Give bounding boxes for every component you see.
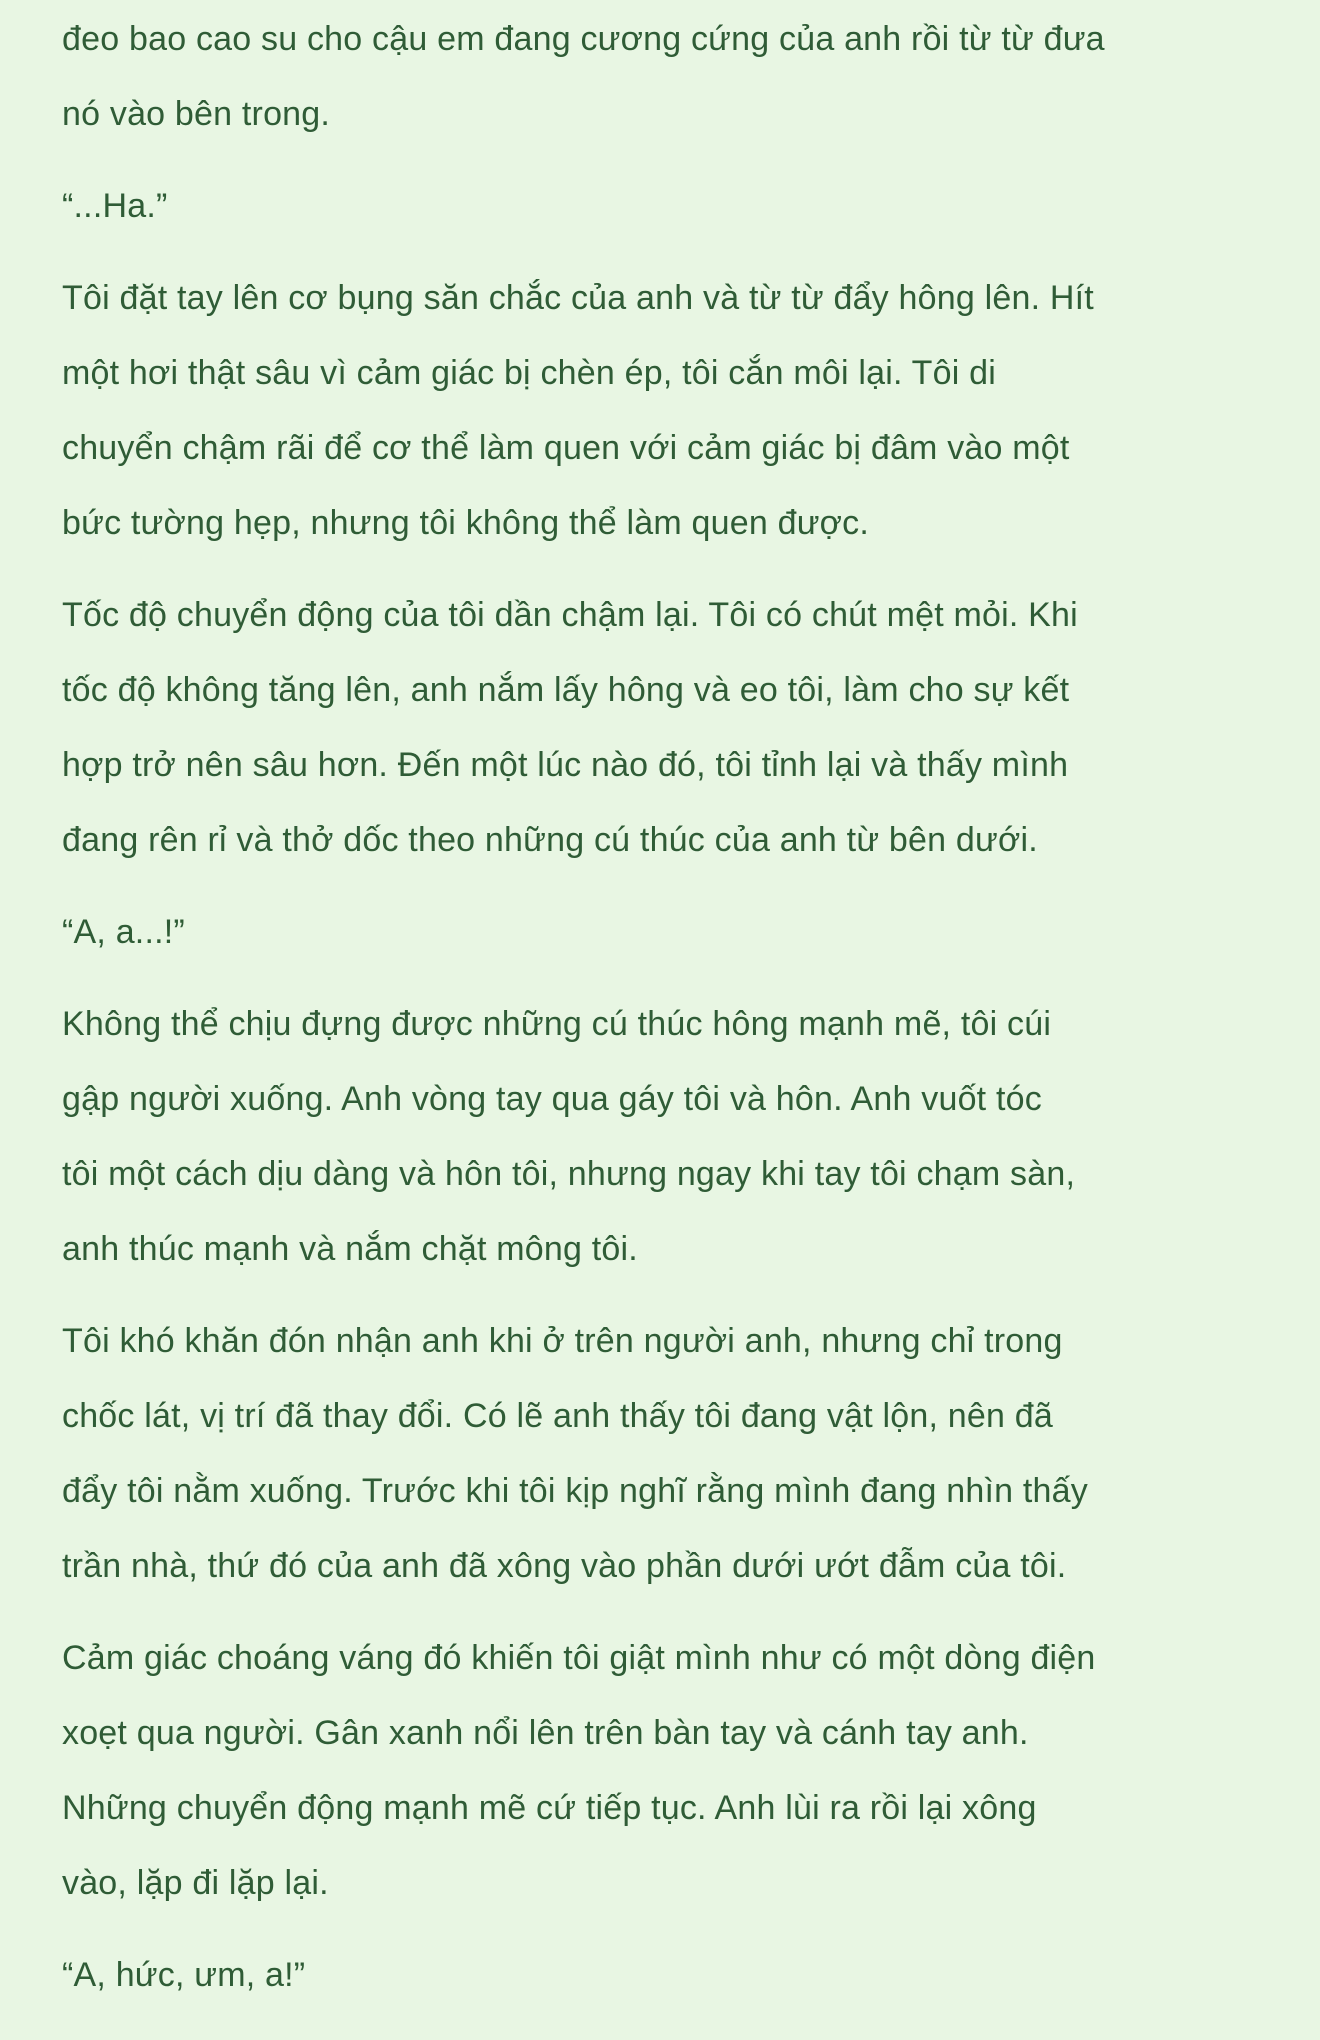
paragraph bbox=[62, 895, 1272, 970]
paragraph bbox=[62, 987, 1272, 1287]
text-line: trần nhà, thứ đó của anh đã xông vào phần dưới ướt đẫm của tôi. bbox=[62, 1547, 1067, 1585]
text-line: Tôi khó khăn đón nhận anh khi ở trên người anh, nhưng chỉ trong bbox=[62, 1322, 1063, 1360]
text-line: hợp trở nên sâu hơn. Đến một lúc nào đó, tôi tỉnh lại và thấy mình bbox=[62, 746, 1069, 784]
text-line: Tốc độ chuyển động của tôi dần chậm lại. Tôi có chút mệt mỏi. Khi bbox=[62, 596, 1078, 634]
text-line: Những chuyển động mạnh mẽ cứ tiếp tục. Anh lùi ra rồi lại xông bbox=[62, 1789, 1037, 1827]
text-line: đẩy tôi nằm xuống. Trước khi tôi kịp nghĩ rằng mình đang nhìn thấy bbox=[62, 1472, 1088, 1510]
paragraph bbox=[62, 1938, 1272, 2013]
text-line: Cảm giác choáng váng đó khiến tôi giật mình như có một dòng điện bbox=[62, 1639, 1096, 1677]
page-text bbox=[62, 2, 1272, 2013]
text-line: đang rên rỉ và thở dốc theo những cú thúc của anh từ bên dưới. bbox=[62, 821, 1038, 859]
text-line: nó vào bên trong. bbox=[62, 95, 331, 133]
text-line: bức tường hẹp, nhưng tôi không thể làm quen được. bbox=[62, 504, 870, 542]
text-line: chuyển chậm rãi để cơ thể làm quen với cảm giác bị đâm vào một bbox=[62, 429, 1070, 467]
paragraph bbox=[62, 578, 1272, 878]
text-line: “A, a...!” bbox=[62, 913, 185, 951]
paragraph bbox=[62, 2, 1272, 152]
text-line: tốc độ không tăng lên, anh nắm lấy hông và eo tôi, làm cho sự kết bbox=[62, 671, 1070, 709]
paragraph bbox=[62, 261, 1272, 561]
paragraph bbox=[62, 1621, 1272, 1921]
text-line: xoẹt qua người. Gân xanh nổi lên trên bàn tay và cánh tay anh. bbox=[62, 1714, 1029, 1752]
paragraph bbox=[62, 1304, 1272, 1604]
text-line: chốc lát, vị trí đã thay đổi. Có lẽ anh thấy tôi đang vật lộn, nên đã bbox=[62, 1397, 1053, 1435]
paragraph bbox=[62, 169, 1272, 244]
text-line: một hơi thật sâu vì cảm giác bị chèn ép, tôi cắn môi lại. Tôi di bbox=[62, 354, 997, 392]
text-line: vào, lặp đi lặp lại. bbox=[62, 1864, 329, 1902]
text-line: anh thúc mạnh và nắm chặt mông tôi. bbox=[62, 1230, 638, 1268]
text-line: “...Ha.” bbox=[62, 187, 168, 225]
text-line: gập người xuống. Anh vòng tay qua gáy tôi và hôn. Anh vuốt tóc bbox=[62, 1080, 1042, 1118]
text-line: đeo bao cao su cho cậu em đang cương cứng của anh rồi từ từ đưa bbox=[62, 20, 1105, 58]
text-line: “A, hức, ưm, a!” bbox=[62, 1956, 306, 1994]
text-line: Tôi đặt tay lên cơ bụng săn chắc của anh và từ từ đẩy hông lên. Hít bbox=[62, 279, 1094, 317]
text-line: tôi một cách dịu dàng và hôn tôi, nhưng ngay khi tay tôi chạm sàn, bbox=[62, 1155, 1076, 1193]
text-line: Không thể chịu đựng được những cú thúc hông mạnh mẽ, tôi cúi bbox=[62, 1005, 1052, 1043]
